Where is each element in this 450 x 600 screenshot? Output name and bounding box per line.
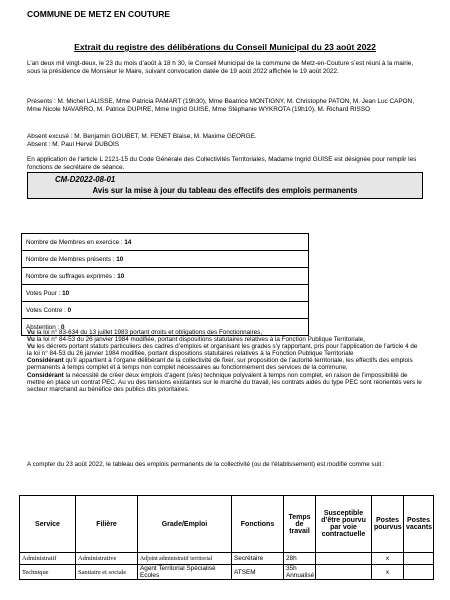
votes-row: Abstention : 0 — [22, 319, 309, 336]
table-cell-temps: 28h — [284, 553, 316, 565]
municipality-header: COMMUNE DE METZ EN COUTURE — [27, 9, 171, 19]
vu-3: Vu les décrets portant statuts particuliers des cadres d’emplois et organisant les grades s’y rapportant, pris pour l’application de l’article 4 de la loi n° 84-53 du 26 janvier 1984 modifiée, portant dispositions statutaires relatives à la Fonction Publique Territoriale — [27, 343, 418, 358]
deliberation-box — [27, 172, 423, 199]
table-cell-grade: Agent Territorial Spécialisé Ecoles — [138, 565, 232, 580]
table-cell-grade: Adjoint administratif territorial — [138, 553, 232, 565]
staff-table-header: Postes pourvus — [372, 496, 404, 553]
staff-table-header: Service — [20, 496, 76, 553]
staff-table-header: Grade/Emploi — [138, 496, 232, 553]
table-cell-fonctions: Secrétaire — [232, 553, 284, 565]
votes-row: Votes Contre : 0 — [22, 302, 309, 319]
votes-row: Nombre de Membres en exercice : 14 — [22, 234, 309, 251]
table-cell-pourvus: x — [372, 565, 404, 580]
absent-excused: Absent excusé : M. Benjamin GOUBET, M. FENET Blaise, M. Maxime GEORGE. — [27, 133, 257, 140]
table-cell-temps: 35h Annualisé — [284, 565, 316, 580]
table-cell-service: Technique — [20, 565, 76, 580]
table-cell-contractuel — [316, 565, 372, 580]
table-row — [20, 553, 434, 565]
considerant-1: Considérant qu’il appartient à l’organe délibérant de la collectivité de fixer, sur proposition de l’autorité territoriale, les effectifs des emplois permanents à temps complet et à temps non complet nécessaires au fonctionnement des services de la commune, — [27, 357, 413, 372]
votes-row: Nombre de suffrages exprimés : 10 — [22, 268, 309, 285]
table-cell-service: Administratif — [20, 553, 76, 565]
considerants-section — [27, 329, 423, 393]
table-cell-vacants — [404, 553, 434, 565]
staff-table-header: Postes vacants — [404, 496, 434, 553]
present-members: Présents : M. Michel LALISSE, Mme Patricia PAMART (19h30), Mme Béatrice MONTIGNY, M. Christophe PATON, M. Jean Luc CAPON, Mme Nicole NAVARRO, M. Patrice DUPIRE, Mme Ingrid GUISE, Mme Stéphanie WYKROTA (19h10), M. Richard RISSO — [27, 98, 414, 113]
deliberation-subject: Avis sur la mise à jour du tableau des effectifs des emplois permanents — [92, 186, 358, 195]
table-cell-pourvus: x — [372, 553, 404, 565]
absent: Absent : M. Paul Hervé DUBOIS — [27, 141, 119, 148]
intro-paragraph: L’an deux mil vingt-deux, le 23 du mois d’août à 18 h 30, le Conseil Municipal de la commune de Metz-en-Couture s’est réuni à la mairie, sous la présidence de Monsieur le Maire, suivant convocation datée de 19 août 2022 affichée le 19 août 2022. — [27, 60, 414, 75]
vu-2: Vu la loi n° 84-53 du 26 janvier 1984 modifiée, portant dispositions statutaires relatives à la Fonction Publique Territoriale, — [27, 336, 365, 344]
deliberation-ref: CM-D2022-08-01 — [55, 175, 116, 184]
votes-row: Votes Pour : 10 — [22, 285, 309, 302]
staff-table-header: Temps de travail — [284, 496, 316, 553]
table-cell-contractuel — [316, 553, 372, 565]
vu-1: Vu la loi n° 83-634 du 13 juillet 1983 portant droits et obligations des Fonctionnaires, — [27, 329, 263, 336]
closing-paragraph: A compter du 23 août 2022, le tableau des emplois permanents de la collectivité (ou de l’établissement) est modifié comme suit : — [27, 461, 385, 468]
staff-table-header: Susceptible d’être pourvu par voie contractuelle — [316, 496, 372, 553]
table-cell-filiere: Sanitaire et sociale — [76, 565, 138, 580]
votes-row: Nombre de Membres présents : 10 — [22, 251, 309, 268]
table-cell-fonctions: ATSEM — [232, 565, 284, 580]
document-title: Extrait du registre des délibérations du Conseil Municipal du 23 août 2022 — [74, 42, 376, 52]
table-row — [20, 565, 434, 580]
staff-table — [19, 495, 434, 580]
secretary-designation: En application de l’article L 2121-15 du Code Générale des Collectivités Territoriales, Madame Ingrid GUISE est désignée pour remplir les fonctions de secrétaire de séance. — [27, 156, 417, 171]
staff-table-header: Fonctions — [232, 496, 284, 553]
considerant-2: Considérant la nécessité de créer deux emplois d’agent (s/es) technique polyvalent à temps non complet, en raison de l’impossibilité de mettre en place un contrat PEC. Au vu des tensions existantes sur le marché du travail, les contrats aidés du type PEC sont réorientés vers le secteur marchand au bénéfice des publics dits prioritaires. — [27, 371, 422, 393]
table-cell-filiere: Administrative — [76, 553, 138, 565]
votes-table — [21, 233, 309, 336]
staff-table-header: Filière — [76, 496, 138, 553]
table-cell-vacants — [404, 565, 434, 580]
